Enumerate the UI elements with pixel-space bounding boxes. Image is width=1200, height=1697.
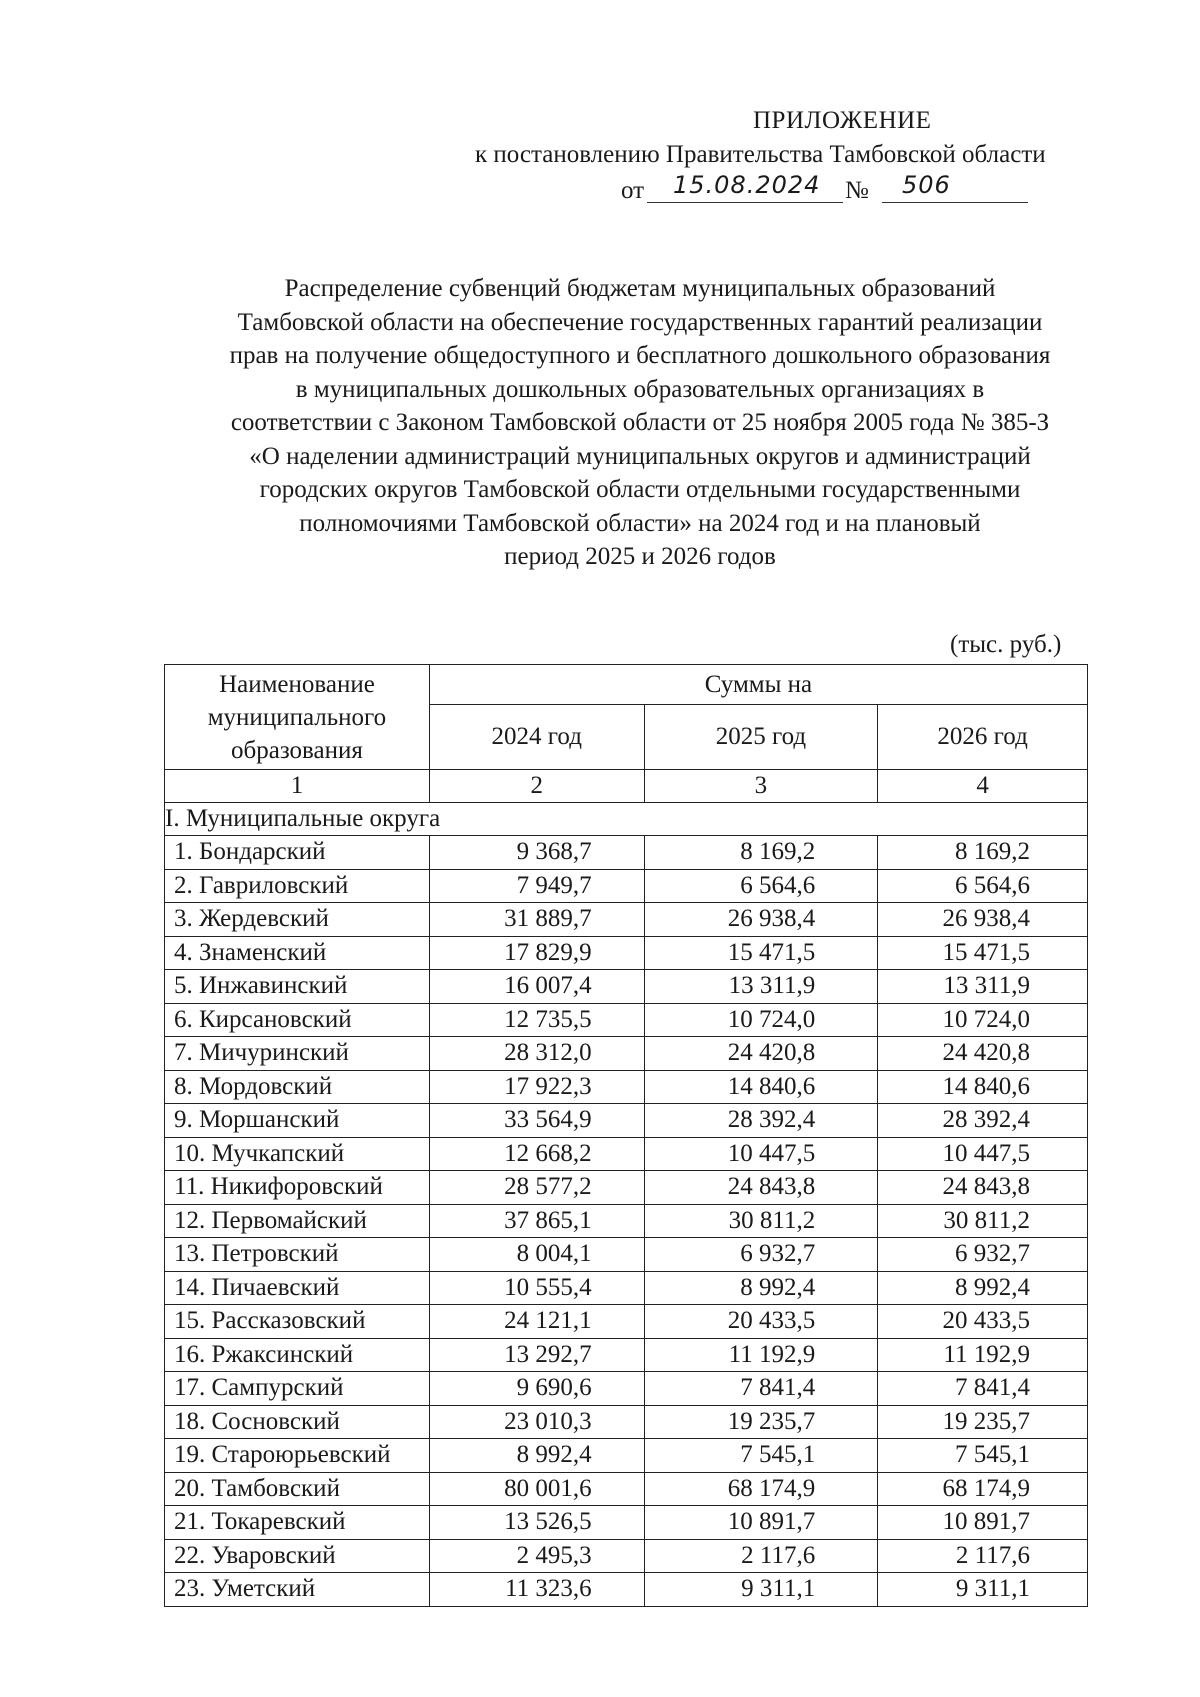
table-row	[165, 1539, 1088, 1573]
appendix-block	[470, 104, 1130, 208]
title-line: в муниципальных дошкольных образовательных организациях в	[295, 375, 985, 403]
value-2025-cell: 6 932,7	[644, 1238, 878, 1272]
value-2024-cell: 28 312,0	[429, 1037, 644, 1071]
value-2025-cell: 28 392,4	[644, 1104, 878, 1138]
municipality-name-cell: 3. Жердевский	[165, 903, 430, 937]
header-sum-cell: Суммы на	[429, 665, 1087, 705]
value-2024-cell: 33 564,9	[429, 1104, 644, 1138]
value-2024-cell: 80 001,6	[429, 1472, 644, 1506]
value-2024-cell: 8 004,1	[429, 1238, 644, 1272]
value-2024-cell: 11 323,6	[429, 1573, 644, 1607]
table-row	[165, 1506, 1088, 1540]
value-2026-cell: 8 992,4	[878, 1271, 1088, 1305]
value-2025-cell: 10 891,7	[644, 1506, 878, 1540]
table-row	[165, 1104, 1088, 1138]
appendix-heading: ПРИЛОЖЕНИЕ	[753, 107, 932, 134]
value-2026-cell: 26 938,4	[878, 903, 1088, 937]
value-2026-cell: 7 545,1	[878, 1439, 1088, 1473]
value-2026-cell: 30 811,2	[878, 1204, 1088, 1238]
table-row	[165, 1003, 1088, 1037]
municipality-name-cell: 7. Мичуринский	[165, 1037, 430, 1071]
value-2025-cell: 10 724,0	[644, 1003, 878, 1037]
table-row	[165, 1171, 1088, 1205]
title-line: Распределение субвенций бюджетам муниципальных образований	[284, 275, 996, 302]
value-2026-cell: 24 420,8	[878, 1037, 1088, 1071]
table-row	[165, 836, 1088, 870]
value-2025-cell: 7 841,4	[644, 1372, 878, 1406]
header-name-line: Наименование	[219, 670, 375, 698]
municipality-name-cell: 2. Гавриловский	[165, 869, 430, 903]
value-2026-cell: 68 174,9	[878, 1472, 1088, 1506]
value-2025-cell: 8 169,2	[644, 836, 878, 870]
section-title: I. Муниципальные округа	[165, 803, 1088, 836]
header-year-2025: 2025 год	[644, 705, 878, 770]
municipality-name-cell: 12. Первомайский	[165, 1204, 430, 1238]
title-line: «О наделении администраций муниципальных округов и администраций	[249, 442, 1031, 470]
value-2024-cell: 9 690,6	[429, 1372, 644, 1406]
municipality-name-cell: 19. Староюрьевский	[165, 1439, 430, 1473]
column-index: 1	[165, 770, 430, 803]
municipality-name-cell: 15. Рассказовский	[165, 1305, 430, 1339]
title-line: прав на получение общедоступного и бесплатного дошкольного образования	[229, 342, 1051, 369]
column-index: 4	[878, 770, 1088, 803]
value-2025-cell: 8 992,4	[644, 1271, 878, 1305]
value-2025-cell: 24 420,8	[644, 1037, 878, 1071]
column-index: 2	[429, 770, 644, 803]
value-2024-cell: 12 735,5	[429, 1003, 644, 1037]
value-2025-cell: 19 235,7	[644, 1405, 878, 1439]
title-line: городских округов Тамбовской области отдельными государственными	[259, 476, 1021, 503]
value-2024-cell: 17 829,9	[429, 936, 644, 970]
value-2026-cell: 28 392,4	[878, 1104, 1088, 1138]
table-row	[165, 1372, 1088, 1406]
title-line: Тамбовской области на обеспечение государственных гарантий реализации	[237, 308, 1043, 336]
table-row	[165, 1204, 1088, 1238]
value-2025-cell: 11 192,9	[644, 1338, 878, 1372]
value-2024-cell: 13 292,7	[429, 1338, 644, 1372]
municipality-name-cell: 14. Пичаевский	[165, 1271, 430, 1305]
table-row	[165, 1305, 1088, 1339]
table-row	[165, 1037, 1088, 1071]
appendix-date-number-line	[470, 172, 1130, 208]
municipality-name-cell: 17. Сампурский	[165, 1372, 430, 1406]
column-index: 3	[644, 770, 878, 803]
table-row	[165, 936, 1088, 970]
table-row	[165, 869, 1088, 903]
municipality-name-cell: 10. Мучкапский	[165, 1137, 430, 1171]
header-name-line: образования	[231, 736, 363, 764]
value-2024-cell: 7 949,7	[429, 869, 644, 903]
value-2024-cell: 31 889,7	[429, 903, 644, 937]
value-2026-cell: 19 235,7	[878, 1405, 1088, 1439]
municipality-name-cell: 22. Уваровский	[165, 1539, 430, 1573]
handwritten-number: 506	[902, 171, 951, 199]
value-2026-cell: 6 932,7	[878, 1238, 1088, 1272]
municipality-name-cell: 1. Бондарский	[165, 836, 430, 870]
value-2026-cell: 14 840,6	[878, 1070, 1088, 1104]
table-row	[165, 1271, 1088, 1305]
value-2025-cell: 13 311,9	[644, 970, 878, 1004]
value-2024-cell: 23 010,3	[429, 1405, 644, 1439]
value-2025-cell: 24 843,8	[644, 1171, 878, 1205]
value-2025-cell: 2 117,6	[644, 1539, 878, 1573]
value-2026-cell: 10 447,5	[878, 1137, 1088, 1171]
section-row	[165, 803, 1088, 836]
value-2024-cell: 12 668,2	[429, 1137, 644, 1171]
value-2026-cell: 15 471,5	[878, 936, 1088, 970]
table-row	[165, 1405, 1088, 1439]
header-name-cell	[165, 665, 430, 770]
municipality-name-cell: 20. Тамбовский	[165, 1472, 430, 1506]
table-row	[165, 903, 1088, 937]
municipality-name-cell: 11. Никифоровский	[165, 1171, 430, 1205]
table-row	[165, 1573, 1088, 1607]
header-year-2024: 2024 год	[429, 705, 644, 770]
value-2026-cell: 7 841,4	[878, 1372, 1088, 1406]
number-label: №	[845, 177, 869, 204]
municipality-name-cell: 4. Знаменский	[165, 936, 430, 970]
value-2026-cell: 2 117,6	[878, 1539, 1088, 1573]
table-row	[165, 1338, 1088, 1372]
value-2025-cell: 20 433,5	[644, 1305, 878, 1339]
unit-label: (тыс. руб.)	[950, 631, 1062, 658]
value-2025-cell: 6 564,6	[644, 869, 878, 903]
value-2026-cell: 13 311,9	[878, 970, 1088, 1004]
municipality-name-cell: 9. Моршанский	[165, 1104, 430, 1138]
value-2026-cell: 10 891,7	[878, 1506, 1088, 1540]
title-line: полномочиями Тамбовской области» на 2024 год и на плановый	[299, 509, 981, 537]
value-2025-cell: 26 938,4	[644, 903, 878, 937]
subsidy-table	[164, 664, 1088, 1607]
title-line: период 2025 и 2026 годов	[504, 543, 776, 570]
value-2025-cell: 15 471,5	[644, 936, 878, 970]
municipality-name-cell: 13. Петровский	[165, 1238, 430, 1272]
value-2024-cell: 8 992,4	[429, 1439, 644, 1473]
value-2025-cell: 68 174,9	[644, 1472, 878, 1506]
value-2024-cell: 16 007,4	[429, 970, 644, 1004]
value-2024-cell: 17 922,3	[429, 1070, 644, 1104]
municipality-name-cell: 6. Кирсановский	[165, 1003, 430, 1037]
table-row	[165, 970, 1088, 1004]
municipality-name-cell: 16. Ржаксинский	[165, 1338, 430, 1372]
handwritten-date: 15.08.2024	[673, 171, 821, 199]
municipality-name-cell: 18. Сосновский	[165, 1405, 430, 1439]
header-name-line: муниципального	[207, 703, 387, 731]
municipality-name-cell: 5. Инжавинский	[165, 970, 430, 1004]
table-row	[165, 1137, 1088, 1171]
value-2026-cell: 10 724,0	[878, 1003, 1088, 1037]
from-label: от	[621, 177, 645, 204]
document-title	[140, 272, 1140, 574]
value-2026-cell: 24 843,8	[878, 1171, 1088, 1205]
date-underline	[647, 202, 843, 203]
value-2024-cell: 24 121,1	[429, 1305, 644, 1339]
value-2024-cell: 37 865,1	[429, 1204, 644, 1238]
value-2026-cell: 11 192,9	[878, 1338, 1088, 1372]
municipality-name-cell: 21. Токаревский	[165, 1506, 430, 1540]
table-row	[165, 1439, 1088, 1473]
number-underline	[882, 202, 1028, 203]
header-year-2026: 2026 год	[878, 705, 1088, 770]
municipality-name-cell: 23. Уметский	[165, 1573, 430, 1607]
value-2025-cell: 10 447,5	[644, 1137, 878, 1171]
value-2025-cell: 30 811,2	[644, 1204, 878, 1238]
value-2026-cell: 6 564,6	[878, 869, 1088, 903]
table-row	[165, 1238, 1088, 1272]
municipality-name-cell: 8. Мордовский	[165, 1070, 430, 1104]
table-row	[165, 1472, 1088, 1506]
value-2025-cell: 14 840,6	[644, 1070, 878, 1104]
value-2024-cell: 28 577,2	[429, 1171, 644, 1205]
value-2025-cell: 9 311,1	[644, 1573, 878, 1607]
value-2024-cell: 10 555,4	[429, 1271, 644, 1305]
value-2024-cell: 13 526,5	[429, 1506, 644, 1540]
value-2024-cell: 2 495,3	[429, 1539, 644, 1573]
title-line: соответствии с Законом Тамбовской области от 25 ноября 2005 года № 385-З	[230, 409, 1050, 436]
value-2026-cell: 20 433,5	[878, 1305, 1088, 1339]
appendix-resolution-line: к постановлению Правительства Тамбовской области	[475, 141, 1046, 168]
value-2026-cell: 8 169,2	[878, 836, 1088, 870]
value-2025-cell: 7 545,1	[644, 1439, 878, 1473]
value-2026-cell: 9 311,1	[878, 1573, 1088, 1607]
value-2024-cell: 9 368,7	[429, 836, 644, 870]
table-row	[165, 1070, 1088, 1104]
